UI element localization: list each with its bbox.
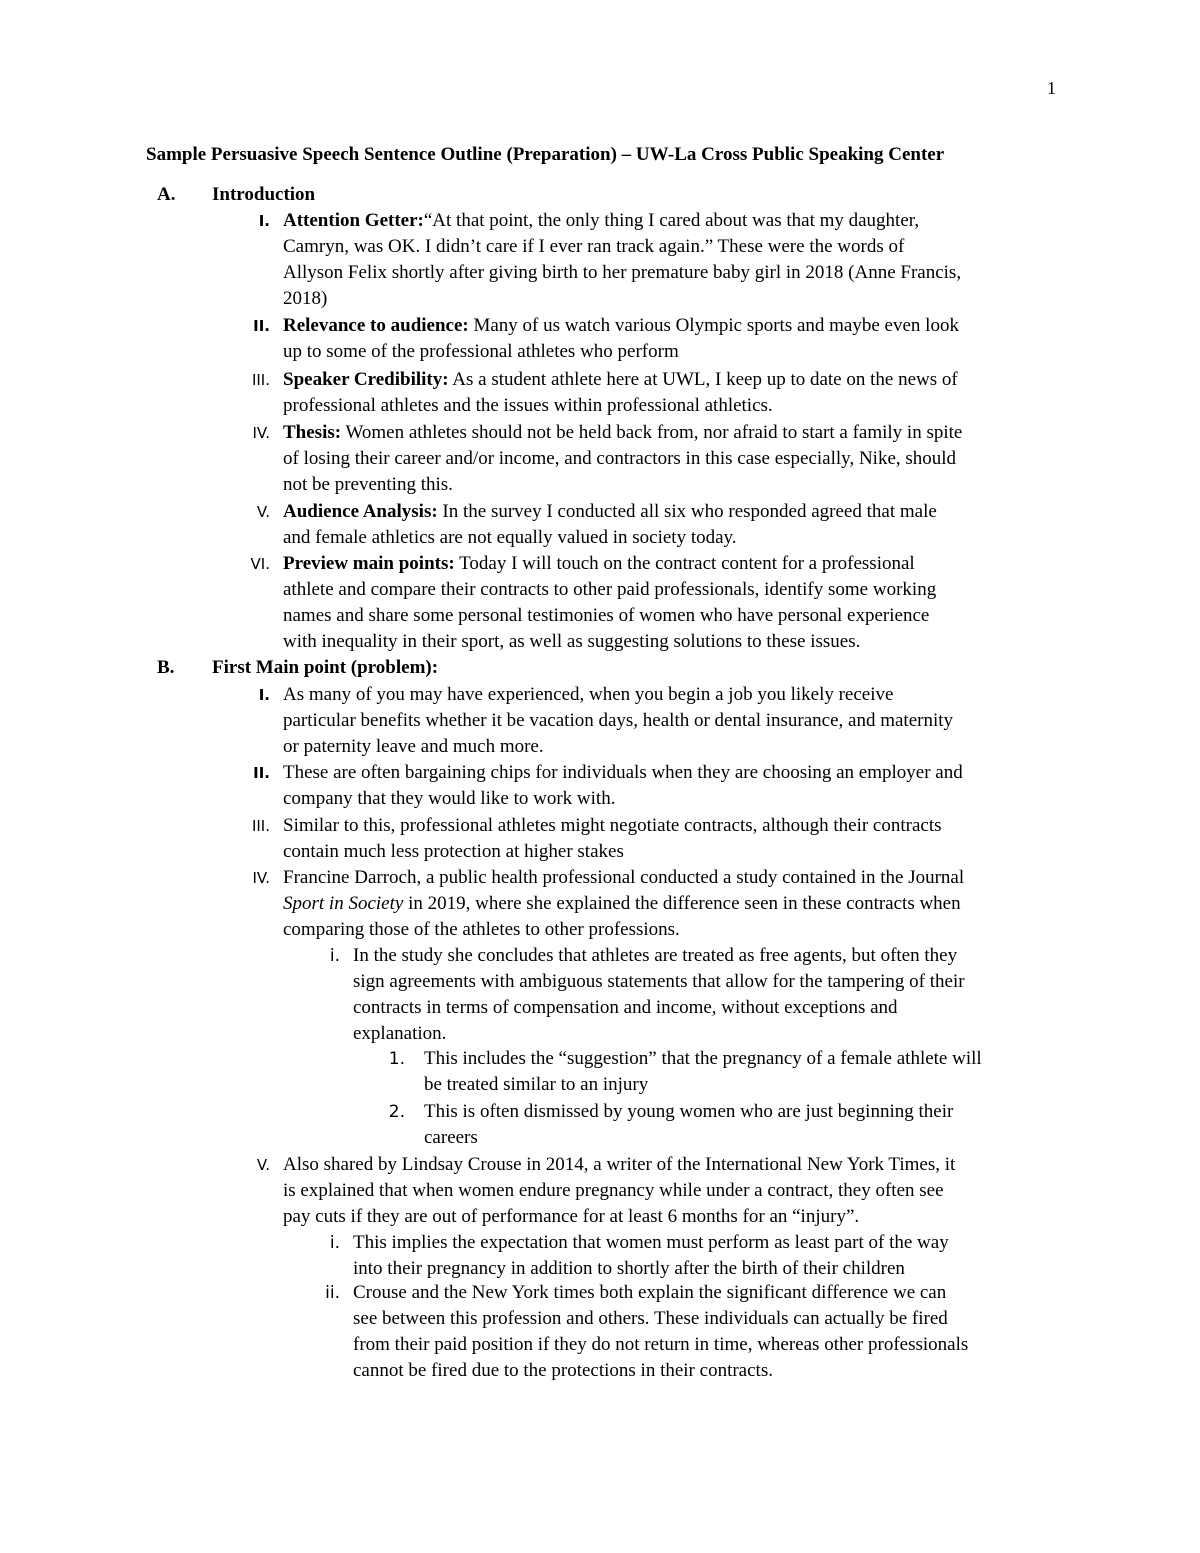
list-marker: IV. [252,869,270,887]
section-b-marker: B. [157,657,175,678]
list-marker: V. [256,1156,270,1174]
outline-line: Speaker Credibility: As a student athlete here at UWL, I keep up to date on the news of [283,369,958,390]
list-marker: II. [253,317,270,335]
outline-line: or paternity leave and much more. [283,736,544,757]
outline-line: from their paid position if they do not return in time, whereas other professionals [353,1334,969,1355]
item-label: Thesis: [283,422,342,443]
list-marker: VI. [250,555,270,573]
list-marker: I. [258,212,270,230]
outline-line: careers [424,1127,478,1148]
outline-line: not be preventing this. [283,474,453,495]
outline-line: athlete and compare their contracts to other paid professionals, identify some working [283,579,937,600]
item-label: Speaker Credibility: [283,369,449,390]
section-a-heading: Introduction [212,184,316,205]
outline-line: Preview main points: Today I will touch on the contract content for a professional [283,553,915,574]
outline-line: is explained that when women endure pregnancy while under a contract, they often see [283,1180,944,1201]
list-marker: III. [251,817,270,835]
outline-line: Sport in Society in 2019, where she explained the difference seen in these contracts when [283,893,961,914]
outline-line: These are often bargaining chips for individuals when they are choosing an employer and [283,762,963,783]
list-marker: ii. [325,1283,340,1303]
outline-line: Allyson Felix shortly after giving birth to her premature baby girl in 2018 (Anne Francis, [283,262,962,283]
section-a-marker: A. [157,184,176,205]
outline-line: Crouse and the New York times both explain the significant difference we can [353,1282,947,1303]
outline-line: sign agreements with ambiguous statements that allow for the tampering of their [353,971,965,992]
outline-line: and female athletics are not equally valued in society today. [283,527,737,548]
item-label: Audience Analysis: [283,501,438,522]
outline-line: Similar to this, professional athletes might negotiate contracts, although their contracts [283,815,942,836]
list-marker: I. [258,686,270,704]
outline-line: see between this profession and others. These individuals can actually be fired [353,1308,948,1329]
document-title: Sample Persuasive Speech Sentence Outline (Preparation) – UW-La Cross Public Speaking Center [146,144,945,165]
item-label: Relevance to audience: [283,315,469,336]
outline-line: company that they would like to work with. [283,788,616,809]
outline-line: As many of you may have experienced, when you begin a job you likely receive [283,684,894,705]
outline-line: This includes the “suggestion” that the pregnancy of a female athlete will [424,1048,982,1069]
list-marker: 2. [388,1102,405,1122]
outline-line: of losing their career and/or income, and contractors in this case especially, Nike, should [283,448,957,469]
outline-line: with inequality in their sport, as well as suggesting solutions to these issues. [283,631,861,652]
outline-line: contain much less protection at higher stakes [283,841,624,862]
outline-line: Relevance to audience: Many of us watch various Olympic sports and maybe even look [283,315,959,336]
outline-line: Attention Getter:“At that point, the only thing I cared about was that my daughter, [283,210,920,231]
outline-line: into their pregnancy in addition to shortly after the birth of their children [353,1258,905,1279]
page-number: 1 [1047,78,1056,98]
list-marker: i. [329,1233,340,1253]
list-marker: 1. [388,1049,405,1069]
list-marker: II. [253,764,270,782]
item-label: Attention Getter: [283,210,424,231]
outline-line: contracts in terms of compensation and income, without exceptions and [353,997,898,1018]
outline-line: Audience Analysis: In the survey I conducted all six who responded agreed that male [283,501,937,522]
outline-line: In the study she concludes that athletes are treated as free agents, but often they [353,945,958,966]
list-marker: i. [329,946,340,966]
outline-line: cannot be fired due to the protections in their contracts. [353,1360,773,1381]
outline-line: This is often dismissed by young women who are just beginning their [424,1101,954,1122]
outline-line: names and share some personal testimonies of women who have personal experience [283,605,930,626]
outline-line: professional athletes and the issues within professional athletics. [283,395,773,416]
outline-line: explanation. [353,1023,447,1044]
outline-line: Francine Darroch, a public health professional conducted a study contained in the Journal [283,867,965,888]
outline-line: up to some of the professional athletes who perform [283,341,679,362]
section-b-heading: First Main point (problem): [212,657,439,678]
journal-title: Sport in Society [283,893,404,914]
list-marker: IV. [252,424,270,442]
outline-line: Also shared by Lindsay Crouse in 2014, a writer of the International New York Times, it [283,1154,956,1175]
outline-line: This implies the expectation that women must perform as least part of the way [353,1232,949,1253]
item-label: Preview main points: [283,553,455,574]
outline-line: Camryn, was OK. I didn’t care if I ever ran track again.” These were the words of [283,236,905,257]
outline-line: comparing those of the athletes to other professions. [283,919,680,940]
outline-line: particular benefits whether it be vacation days, health or dental insurance, and maternity [283,710,954,731]
list-marker: III. [251,371,270,389]
outline-line: 2018) [283,288,328,309]
outline-line: pay cuts if they are out of performance for at least 6 months for an “injury”. [283,1206,860,1227]
list-marker: V. [256,503,270,521]
outline-line: be treated similar to an injury [424,1074,649,1095]
outline-line: Thesis: Women athletes should not be held back from, nor afraid to start a family in spite [283,422,963,443]
